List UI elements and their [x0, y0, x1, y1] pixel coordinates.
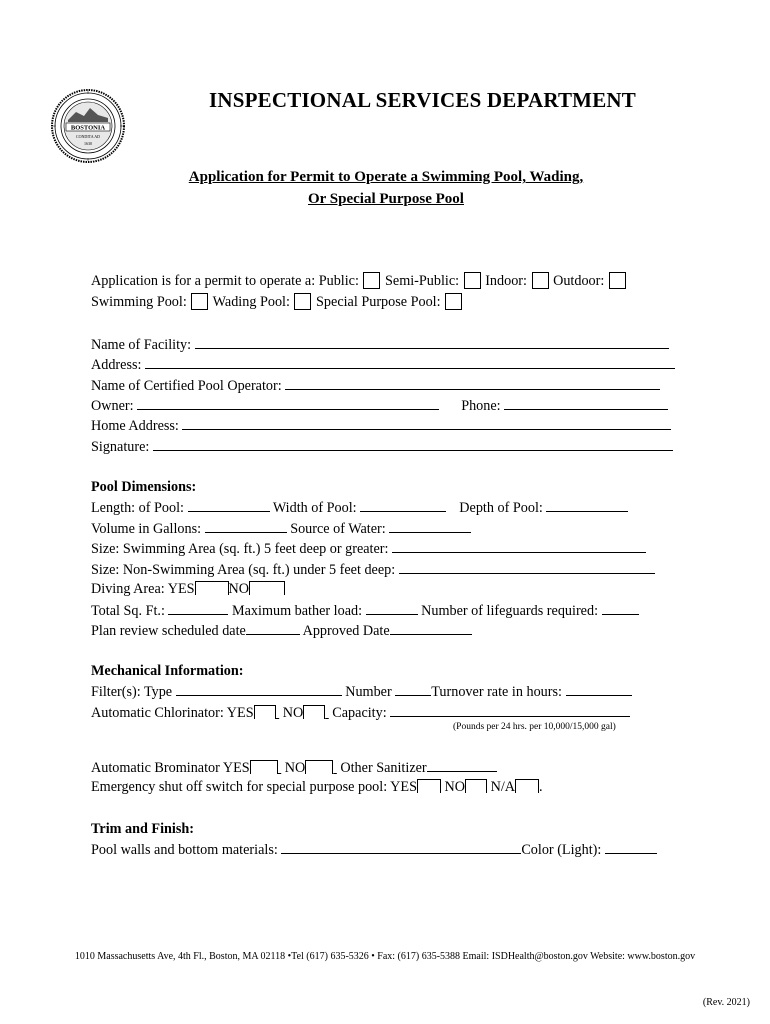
- source-field[interactable]: [389, 519, 471, 533]
- approved-date-field[interactable]: [390, 621, 472, 635]
- swimming-pool-checkbox[interactable]: [191, 293, 208, 310]
- chlorinator-yes-label: Automatic Chlorinator: YES: [91, 705, 254, 721]
- mechanical-row-2: [91, 703, 630, 722]
- public-checkbox[interactable]: [363, 272, 380, 289]
- trim-heading: Trim and Finish:: [91, 821, 195, 837]
- dimensions-row-6: [91, 601, 639, 620]
- source-label: Source of Water:: [290, 521, 386, 537]
- phone-field[interactable]: [504, 396, 668, 410]
- facility-name-label: Name of Facility:: [91, 337, 192, 353]
- form-subtitle-line2: Or Special Purpose Pool: [308, 191, 464, 207]
- brominator-yes-checkbox[interactable]: [250, 760, 278, 774]
- permit-intro-label: Application is for a permit to operate a: Public:: [91, 273, 359, 289]
- swimming-pool-label: Swimming Pool:: [91, 294, 187, 310]
- form-subtitle-line1: Application for Permit to Operate a Swimming Pool, Wading,: [188, 169, 584, 185]
- wading-pool-checkbox[interactable]: [294, 293, 311, 310]
- depth-label: Depth of Pool:: [459, 500, 543, 516]
- address-row: [91, 355, 675, 374]
- signature-row: [91, 437, 673, 456]
- emergency-yes-checkbox[interactable]: [417, 779, 441, 793]
- volume-label: Volume in Gallons:: [91, 521, 202, 537]
- footer-contact: 1010 Massachusetts Ave, 4th Fl., Boston, MA 02118 •Tel (617) 635-5326 • Fax: (617) 635-5388 Email: ISDHealth@boston.gov Website: www.boston.gov: [74, 951, 696, 962]
- volume-field[interactable]: [205, 519, 287, 533]
- pool-dimensions-heading: Pool Dimensions:: [91, 479, 197, 495]
- permit-type-row-2: [91, 293, 463, 311]
- outdoor-label: Outdoor:: [553, 273, 605, 289]
- emergency-na-checkbox[interactable]: [515, 779, 539, 793]
- dimensions-row-7: [91, 621, 472, 640]
- special-purpose-pool-checkbox[interactable]: [445, 293, 462, 310]
- outdoor-checkbox[interactable]: [609, 272, 626, 289]
- seal-motto: CONDITA AD: [75, 134, 101, 139]
- length-label: Length: of Pool:: [91, 500, 185, 516]
- dimensions-row-5: [91, 580, 285, 598]
- signature-label: Signature:: [91, 439, 150, 455]
- nonswim-area-label: Size: Non-Swimming Area (sq. ft.) under 5 feet deep:: [91, 562, 396, 578]
- width-field[interactable]: [360, 498, 446, 512]
- filter-number-label: Number: [345, 684, 392, 700]
- seal-name: BOSTONIA: [70, 124, 106, 132]
- diving-no-label: NO: [228, 581, 250, 597]
- chlorinator-no-checkbox[interactable]: [303, 705, 325, 719]
- capacity-note: (Pounds per 24 hrs. per 10,000/15,000 gal): [453, 722, 616, 732]
- dimensions-row-1: [91, 498, 628, 517]
- operator-field[interactable]: [285, 376, 660, 390]
- total-sqft-field[interactable]: [168, 601, 228, 615]
- color-field[interactable]: [605, 840, 657, 854]
- indoor-label: Indoor:: [485, 273, 527, 289]
- diving-no-checkbox[interactable]: [249, 581, 285, 595]
- mechanical-heading: Mechanical Information:: [91, 663, 244, 679]
- lifeguards-field[interactable]: [602, 601, 639, 615]
- mechanical-row-4: Emergency shut off switch for special purpose pool: YES NO N/A .: [91, 779, 543, 795]
- operator-label: Name of Certified Pool Operator:: [91, 378, 282, 394]
- dimensions-row-3: [91, 539, 646, 558]
- address-field[interactable]: [145, 355, 675, 369]
- home-address-field[interactable]: [182, 416, 671, 430]
- diving-yes-checkbox[interactable]: [195, 581, 229, 595]
- turnover-field[interactable]: [566, 682, 632, 696]
- mechanical-row-1: [91, 682, 632, 701]
- brominator-yes-label: Automatic Brominator YES: [91, 760, 250, 776]
- approved-date-label: Approved Date: [302, 623, 390, 639]
- owner-label: Owner:: [91, 398, 134, 414]
- phone-label: Phone:: [461, 398, 501, 414]
- bather-load-field[interactable]: [366, 601, 418, 615]
- emergency-yes-label: Emergency shut off switch for special purpose pool: YES: [91, 779, 417, 795]
- page-title: INSPECTIONAL SERVICES DEPARTMENT: [209, 88, 636, 112]
- depth-field[interactable]: [546, 498, 628, 512]
- home-address-row: [91, 416, 671, 435]
- filter-number-field[interactable]: [395, 682, 431, 696]
- emergency-no-checkbox[interactable]: [465, 779, 487, 793]
- other-sanitizer-field[interactable]: [427, 758, 497, 772]
- brominator-no-checkbox[interactable]: [305, 760, 333, 774]
- materials-label: Pool walls and bottom materials:: [91, 842, 278, 858]
- home-address-label: Home Address:: [91, 418, 179, 434]
- materials-field[interactable]: [281, 840, 521, 854]
- nonswim-area-field[interactable]: [399, 560, 655, 574]
- seal-year: 1630: [84, 141, 92, 146]
- lifeguards-label: Number of lifeguards required:: [421, 603, 599, 619]
- plan-review-label: Plan review scheduled date: [91, 623, 246, 639]
- capacity-field[interactable]: [390, 703, 630, 717]
- permit-type-row-1: [91, 272, 627, 290]
- bather-load-label: Maximum bather load:: [232, 603, 363, 619]
- owner-row: [91, 396, 668, 415]
- other-sanitizer-label: Other Sanitizer: [340, 760, 427, 776]
- semi-public-label: Semi-Public:: [385, 273, 460, 289]
- total-sqft-label: Total Sq. Ft.:: [91, 603, 165, 619]
- address-label: Address:: [91, 357, 142, 373]
- emergency-no-label: NO: [444, 779, 466, 795]
- swim-area-label: Size: Swimming Area (sq. ft.) 5 feet deep or greater:: [91, 541, 389, 557]
- length-field[interactable]: [188, 498, 270, 512]
- width-label: Width of Pool:: [272, 500, 357, 516]
- dimensions-row-2: [91, 519, 471, 538]
- chlorinator-no-label: NO: [282, 705, 304, 721]
- filter-type-field[interactable]: [176, 682, 342, 696]
- signature-field[interactable]: [153, 437, 673, 451]
- capacity-label: Capacity:: [332, 705, 387, 721]
- revision-label: (Rev. 2021): [702, 997, 750, 1008]
- semi-public-checkbox[interactable]: [464, 272, 481, 289]
- facility-name-row: [91, 335, 669, 354]
- wading-pool-label: Wading Pool:: [212, 294, 290, 310]
- owner-field[interactable]: [137, 396, 439, 410]
- chlorinator-yes-checkbox[interactable]: [254, 705, 276, 719]
- trim-row-1: [91, 840, 657, 859]
- swim-area-field[interactable]: [392, 539, 646, 553]
- brominator-no-label: NO: [284, 760, 306, 776]
- plan-review-field[interactable]: [246, 621, 300, 635]
- dimensions-row-4: [91, 560, 655, 579]
- emergency-na-label: N/A: [490, 779, 516, 795]
- diving-yes-label: Diving Area: YES: [91, 581, 195, 597]
- filter-type-label: Filter(s): Type: [91, 684, 173, 700]
- color-label: Color (Light):: [521, 842, 602, 858]
- turnover-label: Turnover rate in hours:: [431, 684, 562, 700]
- indoor-checkbox[interactable]: [532, 272, 549, 289]
- facility-name-field[interactable]: [195, 335, 669, 349]
- operator-row: [91, 376, 660, 395]
- special-purpose-pool-label: Special Purpose Pool:: [316, 294, 441, 310]
- mechanical-row-3: [91, 758, 497, 777]
